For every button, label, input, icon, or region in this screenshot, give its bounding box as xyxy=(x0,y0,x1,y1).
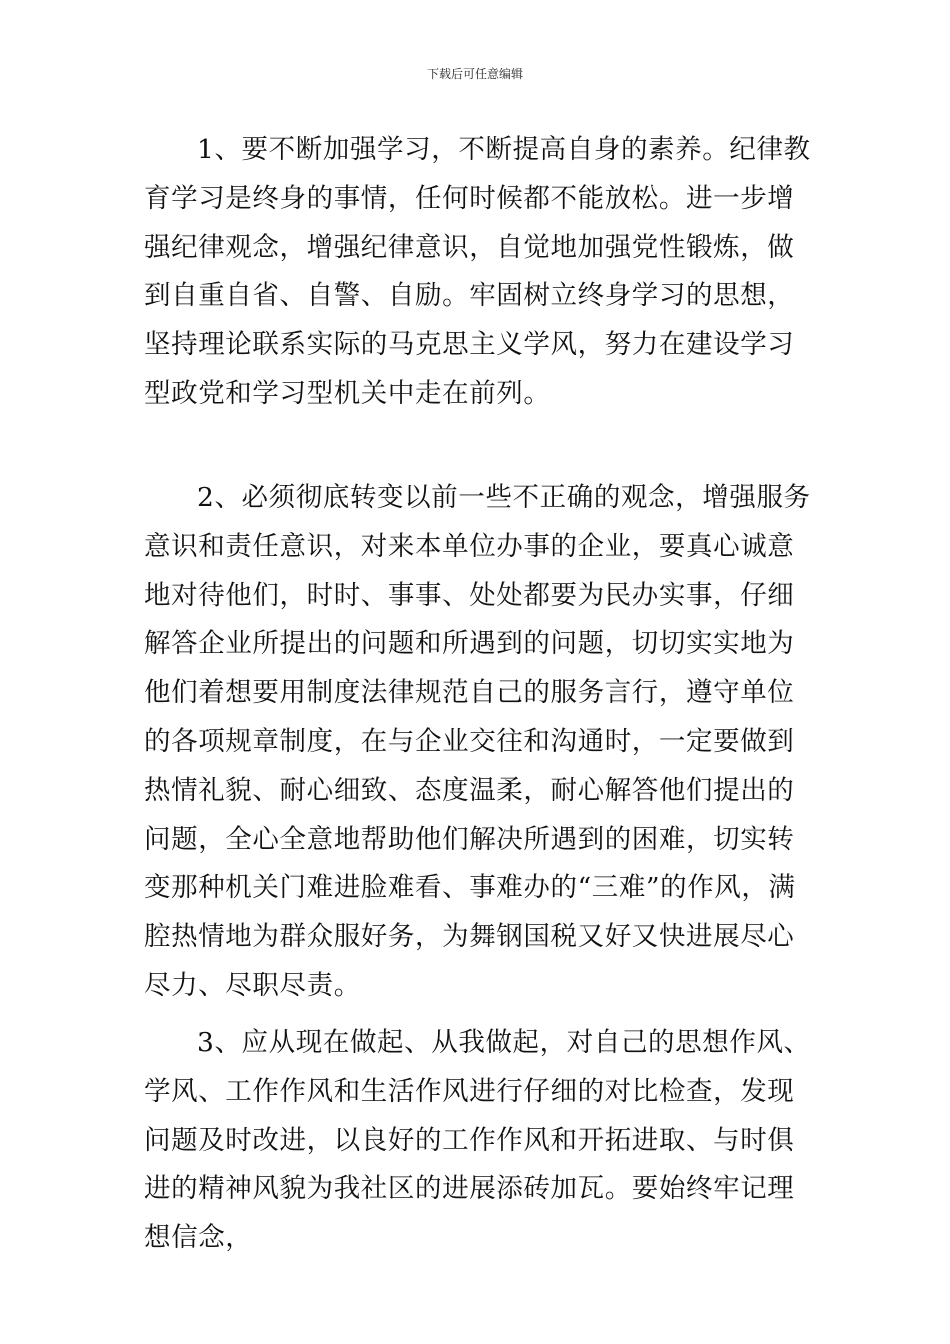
paragraph-3: 3、应从现在做起、从我做起，对自己的思想作风、学风、工作作风和生活作风进行仔细的对比检查，发现问题及时改进，以良好的工作作风和开拓进取、与时俱进的精神风貌为我社区的进展添砖加瓦。要始终牢记理想信念， xyxy=(144,1027,811,1254)
paragraph-1: 1、要不断加强学习，不断提高自身的素养。纪律教育学习是终身的事情，任何时候都不能放松。进一步增强纪律观念，增强纪律意识，自觉地加强党性锻炼，做到自重自省、自警、自励。牢固树立终身学习的思想，坚持理论联系实际的马克思主义学风，努力在建设学习型政党和学习型机关中走在前列。 xyxy=(144,134,811,409)
paragraph-2: 2、必须彻底转变以前一些不正确的观念，增强服务意识和责任意识，对来本单位办事的企业，要真心诚意地对待他们，时时、事事、处处都要为民办实事，仔细解答企业所提出的问题和所遇到的问题，切切实实地为他们着想要用制度法律规范自己的服务言行，遵守单位的各项规章制度，在与企业交往和沟通时，一定要做到热情礼貌、耐心细致、态度温柔，耐心解答他们提出的问题，全心全意地帮助他们解决所遇到的困难，切实转变那种机关门难进脸难看、事难办的“三难”的作风，满腔热情地为群众服好务，为舞钢国税又好又快进展尽心尽力、尽职尽责。 xyxy=(144,482,811,1001)
page-header-note: 下载后可任意编辑 xyxy=(426,67,523,81)
